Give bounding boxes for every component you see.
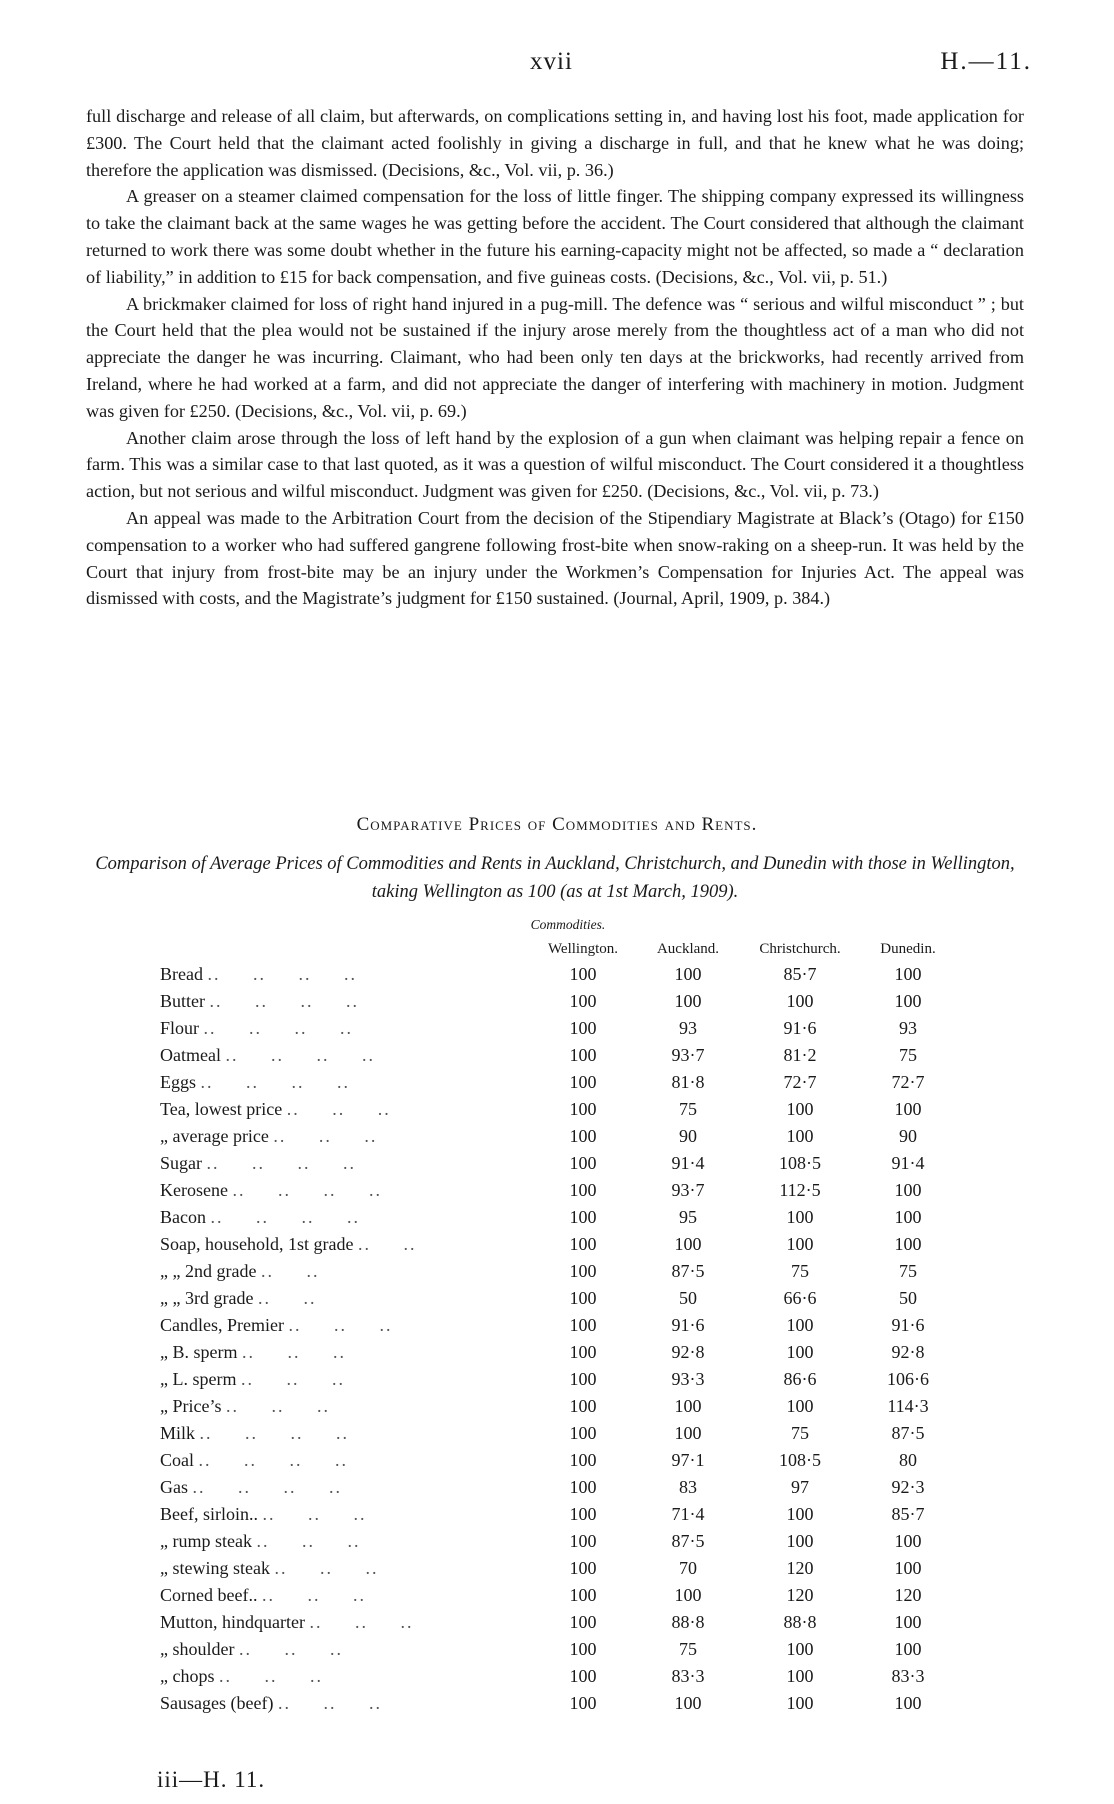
item-column-header (160, 937, 530, 961)
commodity-name (160, 1447, 530, 1474)
dunedin-value: 106·6 (887, 1369, 929, 1389)
wellington-value: 100 (569, 964, 597, 984)
christchurch-value: 108·5 (779, 1450, 821, 1470)
column-header-auckland: Auckland. (656, 940, 720, 957)
christchurch-value: 100 (786, 1666, 814, 1686)
dunedin-value: 92·8 (891, 1342, 925, 1362)
auckland-value: 100 (674, 1585, 702, 1605)
auckland-value: 92·8 (671, 1342, 705, 1362)
christchurch-value: 75 (791, 1423, 809, 1443)
dunedin-value: 100 (894, 1612, 922, 1632)
commodity-label: Gas (160, 1477, 188, 1497)
auckland-value: 93·7 (671, 1180, 705, 1200)
dunedin-value: 100 (894, 1639, 922, 1659)
commodity-label: Candles, Premier (160, 1315, 284, 1335)
auckland-value: 93 (679, 1018, 697, 1038)
commodity-label: Tea, lowest price (160, 1099, 283, 1119)
leader-dots: .. .. .. .. (206, 1153, 356, 1173)
commodity-label: „ L. sperm (160, 1369, 237, 1389)
dunedin-value: 114·3 (887, 1396, 929, 1416)
auckland-value: 83·3 (671, 1666, 705, 1686)
leader-dots: .. .. .. .. (209, 991, 359, 1011)
leader-dots: .. .. .. .. (210, 1207, 360, 1227)
commodity-name (160, 961, 530, 988)
christchurch-value: 100 (786, 1315, 814, 1335)
dunedin-value: 100 (894, 991, 922, 1011)
commodity-name (160, 1069, 530, 1096)
column-header-wellington: Wellington. (547, 940, 619, 957)
dunedin-value: 50 (899, 1288, 917, 1308)
leader-dots: .. .. .. (240, 1369, 345, 1389)
dunedin-value: 120 (894, 1585, 922, 1605)
auckland-value: 88·8 (671, 1612, 705, 1632)
auckland-value: 93·3 (671, 1369, 705, 1389)
commodity-name (160, 1285, 530, 1312)
wellington-value: 100 (569, 1477, 597, 1497)
table-row (160, 1204, 956, 1231)
dunedin-value: 75 (899, 1261, 917, 1281)
commodity-label: „ shoulder (160, 1639, 235, 1659)
column-header-dunedin: Dunedin. (880, 940, 936, 957)
commodity-label: Sugar (160, 1153, 202, 1173)
leader-dots: .. .. .. (273, 1126, 378, 1146)
leader-dots: .. .. .. (261, 1585, 366, 1605)
christchurch-value: 100 (786, 1126, 814, 1146)
commodity-label: Butter (160, 991, 205, 1011)
leader-dots: .. .. .. (274, 1558, 379, 1578)
dunedin-value: 91·6 (891, 1315, 925, 1335)
commodity-label: Soap, household, 1st grade (160, 1234, 354, 1254)
leader-dots: .. .. .. .. (203, 1018, 354, 1038)
auckland-value: 75 (679, 1099, 697, 1119)
dunedin-value: 92·3 (891, 1477, 925, 1497)
commodity-name (160, 1690, 530, 1717)
dunedin-value: 100 (894, 1693, 922, 1713)
table-row (160, 1258, 956, 1285)
leader-dots: .. .. (257, 1288, 317, 1308)
wellington-value: 100 (569, 1423, 597, 1443)
wellington-value: 100 (569, 1180, 597, 1200)
leader-dots: .. .. .. (218, 1666, 323, 1686)
auckland-value: 83 (679, 1477, 697, 1497)
table-caption: Comparison of Average Prices of Commodities and Rents in Auckland, Christchurch, and Dunedin with those in Wellington, taking Wellington as 100 (as at 1st March, 1909). (95, 854, 1015, 902)
commodity-name (160, 1555, 530, 1582)
table-header-row (160, 937, 956, 961)
body-text (86, 103, 1024, 612)
christchurch-value: 120 (786, 1558, 814, 1578)
table-row (160, 1555, 956, 1582)
commodity-name (160, 1150, 530, 1177)
commodity-name (160, 1420, 530, 1447)
commodity-name (160, 1609, 530, 1636)
table-row (160, 1096, 956, 1123)
christchurch-value: 112·5 (779, 1180, 821, 1200)
leader-dots: .. .. .. .. (207, 964, 357, 984)
auckland-value: 100 (674, 964, 702, 984)
commodity-name (160, 1582, 530, 1609)
dunedin-value: 85·7 (891, 1504, 925, 1524)
dunedin-value: 100 (894, 964, 922, 984)
commodity-name (160, 1042, 530, 1069)
table-row (160, 1150, 956, 1177)
commodity-label: Mutton, hindquarter (160, 1612, 305, 1632)
christchurch-value: 100 (786, 1639, 814, 1659)
christchurch-value: 75 (791, 1261, 809, 1281)
table-row (160, 1393, 956, 1420)
wellington-value: 100 (569, 1234, 597, 1254)
commodity-label: „ Price’s (160, 1396, 222, 1416)
commodity-label: „ stewing steak (160, 1558, 270, 1578)
commodity-label: „ chops (160, 1666, 215, 1686)
wellington-value: 100 (569, 1261, 597, 1281)
leader-dots: .. .. .. (256, 1531, 361, 1551)
leader-dots: .. .. (260, 1261, 320, 1281)
auckland-value: 71·4 (671, 1504, 705, 1524)
commodity-name (160, 1528, 530, 1555)
table-row (160, 1177, 956, 1204)
leader-dots: .. .. .. (262, 1504, 367, 1524)
wellington-value: 100 (569, 1099, 597, 1119)
auckland-value: 87·5 (671, 1531, 705, 1551)
commodity-label: Beef, sirloin.. (160, 1504, 258, 1524)
wellington-value: 100 (569, 1369, 597, 1389)
wellington-value: 100 (569, 991, 597, 1011)
paragraph: An appeal was made to the Arbitration Court from the decision of the Stipendiary Magistrate at Black’s (Otago) for £150 compensation to a worker who had suffered gangrene following frost-bite when snow-raking on a sheep-run. It was held by the Court that injury from frost-bite may be an injury under the Workmen’s Compensation for Injuries Act. The appeal was dismissed with costs, and the Magistrate’s judgment for £150 sustained. (Journal, April, 1909, p. 384.) (86, 507, 1024, 609)
page-number: xvii (530, 48, 573, 75)
christchurch-value: 100 (786, 1099, 814, 1119)
wellington-value: 100 (569, 1072, 597, 1092)
table-row (160, 961, 956, 988)
leader-dots: .. .. .. .. (192, 1477, 342, 1497)
commodity-name (160, 1177, 530, 1204)
auckland-value: 97·1 (671, 1450, 705, 1470)
table-row (160, 1663, 956, 1690)
commodity-label: „ rump steak (160, 1531, 252, 1551)
signature-mark: iii—H. 11. (157, 1767, 266, 1792)
christchurch-value: 97 (791, 1477, 809, 1497)
table-row (160, 1312, 956, 1339)
leader-dots: .. .. .. (277, 1693, 382, 1713)
section-title: Comparative Prices of Commodities and Rents. (356, 814, 758, 835)
table-row (160, 988, 956, 1015)
auckland-value: 70 (679, 1558, 697, 1578)
table-row (160, 1609, 956, 1636)
table-row (160, 1420, 956, 1447)
leader-dots: .. .. .. (241, 1342, 346, 1362)
wellington-value: 100 (569, 1693, 597, 1713)
wellington-value: 100 (569, 1666, 597, 1686)
christchurch-value: 100 (786, 991, 814, 1011)
leader-dots: .. .. .. .. (232, 1180, 382, 1200)
christchurch-value: 85·7 (783, 964, 817, 984)
table-row (160, 1285, 956, 1312)
commodity-name (160, 1663, 530, 1690)
document-code: H.—11. (940, 48, 1032, 75)
auckland-value: 100 (674, 1423, 702, 1443)
leader-dots: .. .. .. (288, 1315, 393, 1335)
commodity-name (160, 1015, 530, 1042)
dunedin-value: 80 (899, 1450, 917, 1470)
wellington-value: 100 (569, 1045, 597, 1065)
christchurch-value: 91·6 (783, 1018, 817, 1038)
leader-dots: .. .. .. .. (200, 1072, 350, 1092)
christchurch-value: 120 (786, 1585, 814, 1605)
commodity-label: Coal (160, 1450, 194, 1470)
dunedin-value: 100 (894, 1207, 922, 1227)
commodity-name (160, 1123, 530, 1150)
commodity-name (160, 1393, 530, 1420)
commodity-label: „ B. sperm (160, 1342, 238, 1362)
christchurch-value: 72·7 (783, 1072, 817, 1092)
commodity-label: „ average price (160, 1126, 269, 1146)
wellington-value: 100 (569, 1288, 597, 1308)
auckland-value: 90 (679, 1126, 697, 1146)
paragraph: A greaser on a steamer claimed compensation for the loss of little finger. The shipping company expressed its willingness to take the claimant back at the same wages he was getting before the accident. The Court considered that although the claimant returned to work there was some doubt whether in the future his earning-capacity might not be affected, so made a “ declaration of liability,” in addition to £15 for back compensation, and five guineas costs. (Decisions, &c., Vol. vii, p. 51.) (86, 186, 1024, 287)
commodity-label: „ „ 3rd grade (160, 1288, 254, 1308)
commodity-label: Corned beef.. (160, 1585, 258, 1605)
christchurch-value: 100 (786, 1207, 814, 1227)
commodity-label: Kerosene (160, 1180, 228, 1200)
table-row (160, 1042, 956, 1069)
table-row (160, 1366, 956, 1393)
paragraph: Another claim arose through the loss of left hand by the explosion of a gun when claimant was helping repair a fence on farm. This was a similar case to that last quoted, as it was a question of wilful misconduct. The Court considered it a thoughtless action, but not serious and wilful misconduct. Judgment was given for £250. (Decisions, &c., Vol. vii, p. 73.) (86, 427, 1024, 502)
leader-dots: .. .. .. .. (225, 1045, 375, 1065)
wellington-value: 100 (569, 1450, 597, 1470)
wellington-value: 100 (569, 1396, 597, 1416)
paragraph: A brickmaker claimed for loss of right hand injured in a pug-mill. The defence was “ serious and wilful misconduct ” ; but the Court held that the plea would not be sustained if the injury arose merely from the thoughtless act of a man who did not appreciate the danger he was incurring. Claimant, who had been only ten days at the brickworks, had recently arrived from Ireland, where he had worked at a farm, and did not appreciate the danger of interfering with machinery in motion. Judgment was given for £250. (Decisions, &c., Vol. vii, p. 69.) (86, 293, 1024, 421)
commodity-label: „ „ 2nd grade (160, 1261, 257, 1281)
column-header-christchurch: Christchurch. (759, 940, 841, 957)
commodity-name (160, 1312, 530, 1339)
price-table (160, 937, 956, 1717)
commodity-label: Bread (160, 964, 203, 984)
dunedin-value: 87·5 (891, 1423, 925, 1443)
commodity-name (160, 1258, 530, 1285)
wellington-value: 100 (569, 1342, 597, 1362)
page-header (0, 48, 1114, 88)
auckland-value: 93·7 (671, 1045, 705, 1065)
christchurch-value: 100 (786, 1234, 814, 1254)
auckland-value: 91·6 (671, 1315, 705, 1335)
dunedin-value: 91·4 (891, 1153, 925, 1173)
auckland-value: 95 (679, 1207, 697, 1227)
commodity-name (160, 1339, 530, 1366)
table-row (160, 1447, 956, 1474)
commodities-heading: Commodities. (530, 917, 606, 932)
wellington-value: 100 (569, 1153, 597, 1173)
commodity-label: Eggs (160, 1072, 196, 1092)
dunedin-value: 100 (894, 1099, 922, 1119)
commodity-name (160, 988, 530, 1015)
auckland-value: 75 (679, 1639, 697, 1659)
dunedin-value: 100 (894, 1180, 922, 1200)
auckland-value: 100 (674, 1234, 702, 1254)
leader-dots: .. .. (357, 1234, 417, 1254)
dunedin-value: 100 (894, 1234, 922, 1254)
wellington-value: 100 (569, 1504, 597, 1524)
commodity-label: Milk (160, 1423, 196, 1443)
wellington-value: 100 (569, 1585, 597, 1605)
wellington-value: 100 (569, 1531, 597, 1551)
leader-dots: .. .. .. .. (198, 1450, 348, 1470)
christchurch-value: 66·6 (783, 1288, 817, 1308)
commodity-name (160, 1231, 530, 1258)
wellington-value: 100 (569, 1315, 597, 1335)
leader-dots: .. .. .. (225, 1396, 330, 1416)
table-row (160, 1339, 956, 1366)
table-row (160, 1015, 956, 1042)
table-row (160, 1528, 956, 1555)
commodity-name (160, 1096, 530, 1123)
table-row (160, 1690, 956, 1717)
christchurch-value: 108·5 (779, 1153, 821, 1173)
wellington-value: 100 (569, 1126, 597, 1146)
commodity-label: Bacon (160, 1207, 206, 1227)
table-row (160, 1582, 956, 1609)
wellington-value: 100 (569, 1018, 597, 1038)
dunedin-value: 75 (899, 1045, 917, 1065)
christchurch-value: 100 (786, 1342, 814, 1362)
table-row (160, 1501, 956, 1528)
auckland-value: 87·5 (671, 1261, 705, 1281)
christchurch-value: 88·8 (783, 1612, 817, 1632)
auckland-value: 50 (679, 1288, 697, 1308)
table-row (160, 1231, 956, 1258)
christchurch-value: 100 (786, 1531, 814, 1551)
commodity-name (160, 1366, 530, 1393)
christchurch-value: 100 (786, 1693, 814, 1713)
commodity-label: Flour (160, 1018, 200, 1038)
commodity-name (160, 1204, 530, 1231)
wellington-value: 100 (569, 1612, 597, 1632)
dunedin-value: 83·3 (891, 1666, 925, 1686)
table-row (160, 1474, 956, 1501)
christchurch-value: 100 (786, 1396, 814, 1416)
commodity-name (160, 1501, 530, 1528)
commodity-label: Sausages (beef) (160, 1693, 274, 1713)
leader-dots: .. .. .. (238, 1639, 343, 1659)
commodity-label: Oatmeal (160, 1045, 221, 1065)
wellington-value: 100 (569, 1639, 597, 1659)
christchurch-value: 81·2 (783, 1045, 817, 1065)
leader-dots: .. .. .. (309, 1612, 414, 1632)
auckland-value: 81·8 (671, 1072, 705, 1092)
table-row (160, 1636, 956, 1663)
table-row (160, 1069, 956, 1096)
paragraph: full discharge and release of all claim, but afterwards, on complications setting in, and having lost his foot, made application for £300. The Court held that the claimant acted foolishly in giving a discharge in full, and that he knew what he was doing; therefore the application was dismissed. (Decisions, &c., Vol. vii, p. 36.) (86, 106, 1024, 180)
commodity-name (160, 1636, 530, 1663)
auckland-value: 100 (674, 1693, 702, 1713)
leader-dots: .. .. .. .. (199, 1423, 350, 1443)
christchurch-value: 100 (786, 1504, 814, 1524)
dunedin-value: 90 (899, 1126, 917, 1146)
dunedin-value: 100 (894, 1531, 922, 1551)
auckland-value: 91·4 (671, 1153, 705, 1173)
dunedin-value: 93 (899, 1018, 917, 1038)
commodity-name (160, 1474, 530, 1501)
christchurch-value: 86·6 (783, 1369, 817, 1389)
table-row (160, 1123, 956, 1150)
auckland-value: 100 (674, 991, 702, 1011)
wellington-value: 100 (569, 1558, 597, 1578)
dunedin-value: 100 (894, 1558, 922, 1578)
auckland-value: 100 (674, 1396, 702, 1416)
wellington-value: 100 (569, 1207, 597, 1227)
dunedin-value: 72·7 (891, 1072, 925, 1092)
leader-dots: .. .. .. (286, 1099, 391, 1119)
